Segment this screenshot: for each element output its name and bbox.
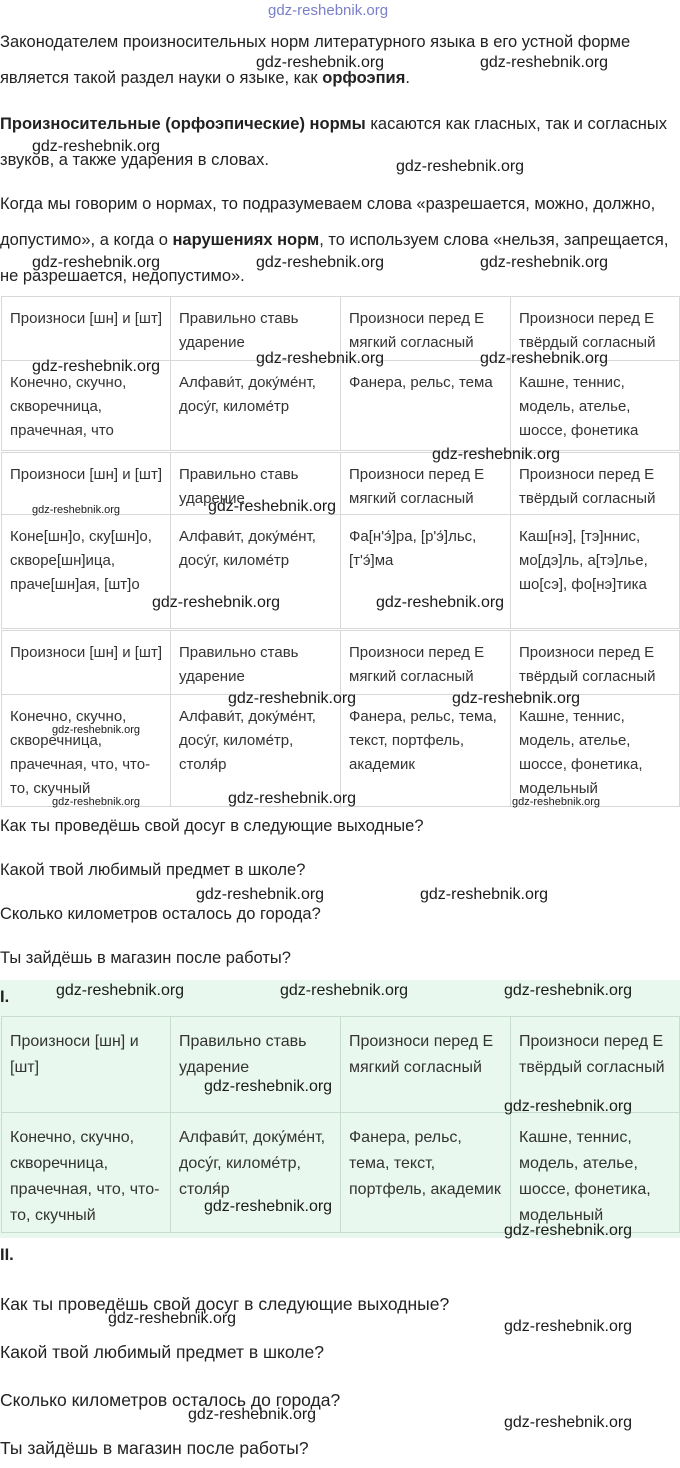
table-cell: Коне[шн]о, ску[шн]о, скворе[шн]ица, праче[шн]ая, [шт]о: [2, 515, 171, 629]
table-header-cell: Произноси [шн] и [шт]: [2, 631, 171, 695]
watermark: gdz-reshebnik.org: [256, 54, 385, 71]
watermark: gdz-reshebnik.org: [504, 1098, 633, 1115]
watermark: gdz-reshebnik.org: [256, 350, 385, 367]
watermark: gdz-reshebnik.org: [228, 790, 357, 807]
question: Как ты проведёшь свой досуг в следующие выходные?: [0, 817, 424, 835]
table-cell: Алфави́т, доку́ме́нт, досу́г, киломе́тр, столя́р: [171, 1113, 341, 1233]
section-label-2: II.: [0, 1246, 14, 1264]
question: Ты зайдёшь в магазин после работы?: [0, 949, 291, 967]
watermark: gdz-reshebnik.org: [480, 350, 609, 367]
table-cell: Фанера, рельс, тема, текст, портфель, академик: [341, 695, 511, 807]
question: Какой твой любимый предмет в школе?: [0, 861, 306, 879]
table-header-cell: Произноси [шн] и [шт]: [2, 453, 171, 515]
watermark: gdz-reshebnik.org: [396, 158, 525, 175]
question: Какой твой любимый предмет в школе?: [0, 1342, 324, 1362]
table-cell: Фанера, рельс, тема: [341, 361, 511, 451]
table-cell: Фанера, рельс, тема, текст, портфель, академик: [341, 1113, 511, 1233]
table-header-cell: Произноси перед Е твёрдый согласный: [511, 1017, 680, 1113]
intro-text: Законодателем произносительных норм литературного языка в его устной форме является такой раздел науки о языке, как: [0, 33, 631, 87]
table-header-cell: Произноси перед Е мягкий согласный: [341, 297, 511, 361]
table-cell: Фа[н'э́]ра, [р'э́]льс, [т'э́]ма: [341, 515, 511, 629]
watermark: gdz-reshebnik.org: [56, 982, 185, 999]
table-header-cell: Произноси перед Е мягкий согласный: [341, 1017, 511, 1113]
watermark: gdz-reshebnik.org: [376, 594, 505, 611]
watermark: gdz-reshebnik.org: [196, 886, 325, 903]
section-label-1: I.: [0, 988, 10, 1006]
watermark: gdz-reshebnik.org: [452, 690, 581, 707]
table-cell: Кашне, теннис, модель, ателье, шоссе, фонетика, модельный: [511, 695, 680, 807]
table-header-cell: Произноси перед Е твёрдый согласный: [511, 453, 680, 515]
intro-bold-term: орфоэпия: [322, 69, 406, 87]
watermark: gdz-reshebnik.org: [204, 1198, 333, 1215]
table-cell: Алфави́т, доку́ме́нт, досу́г, киломе́тр: [171, 515, 341, 629]
table-header-cell: Произноси перед Е твёрдый согласный: [511, 297, 680, 361]
site-header-link[interactable]: gdz-reshebnik.org: [268, 2, 389, 19]
table-header-row: [2, 631, 680, 695]
intro-text: .: [405, 69, 410, 87]
norms-table-3: [1, 630, 680, 807]
table-cell: Кашне, теннис, модель, ателье, шоссе, фонетика: [511, 361, 680, 451]
question: Сколько километров осталось до города?: [0, 1390, 341, 1410]
watermark: gdz-reshebnik.org: [280, 982, 409, 999]
intro-bold-term: нарушениях норм: [172, 231, 320, 249]
table-cell: Конечно, скучно, скворечница, прачечная, что: [2, 361, 171, 451]
watermark: gdz-reshebnik.org: [512, 796, 601, 808]
watermark: gdz-reshebnik.org: [480, 54, 609, 71]
watermark: gdz-reshebnik.org: [504, 1222, 633, 1239]
intro-bold-term: Произносительные (орфоэпические) нормы: [0, 115, 366, 133]
table-cell: Каш[нэ], [тэ]ннис, мо[дэ]ль, а[тэ]лье, шо[сэ], фо[нэ]тика: [511, 515, 680, 629]
watermark: gdz-reshebnik.org: [32, 138, 161, 155]
answer-table: [1, 1016, 680, 1233]
table-header-cell: Правильно ставь ударение: [171, 297, 341, 361]
watermark: gdz-reshebnik.org: [32, 254, 161, 271]
table-cell: Конечно, скучно, скворечница, прачечная, что, что-то, скучный: [2, 1113, 171, 1233]
watermark: gdz-reshebnik.org: [504, 1318, 633, 1335]
table-header-cell: Произноси перед Е мягкий согласный: [341, 631, 511, 695]
question: Ты зайдёшь в магазин после работы?: [0, 1438, 309, 1458]
table-header-cell: Правильно ставь ударение: [171, 1017, 341, 1113]
table-cell: Алфави́т, доку́ме́нт, досу́г, киломе́тр, столя́р: [171, 695, 341, 807]
watermark: gdz-reshebnik.org: [208, 498, 337, 515]
watermark: gdz-reshebnik.org: [52, 796, 141, 808]
table-cell: Кашне, теннис, модель, ателье, шоссе, фонетика, модельный: [511, 1113, 680, 1233]
norms-table-2: [1, 452, 680, 629]
watermark: gdz-reshebnik.org: [204, 1078, 333, 1095]
watermark: gdz-reshebnik.org: [228, 690, 357, 707]
table-row: [2, 515, 680, 629]
watermark: gdz-reshebnik.org: [32, 358, 161, 375]
watermark: gdz-reshebnik.org: [32, 504, 121, 516]
intro-text: касаются как гласных, так и согласных звуков, а также ударения в словах.: [0, 115, 668, 169]
intro-text: Когда мы говорим о нормах, то подразумеваем слова «разрешается, можно, должно, допустимо», а когда о: [0, 195, 656, 249]
table-header-cell: Произноси перед Е мягкий согласный: [341, 453, 511, 515]
watermark: gdz-reshebnik.org: [108, 1310, 237, 1327]
question: Как ты проведёшь свой досуг в следующие выходные?: [0, 1294, 450, 1314]
watermark: gdz-reshebnik.org: [504, 1414, 633, 1431]
intro-text: , то используем слова «нельзя, запрещается, не разрешается, недопустимо».: [0, 231, 669, 285]
intro-paragraph-3: [0, 186, 680, 294]
table-header-cell: Правильно ставь ударение: [171, 631, 341, 695]
table-header-cell: Произноси перед Е твёрдый согласный: [511, 631, 680, 695]
watermark: gdz-reshebnik.org: [52, 724, 141, 736]
table-cell: Конечно, скучно, скворечница, прачечная, что, что-то, скучный: [2, 695, 171, 807]
watermark: gdz-reshebnik.org: [420, 886, 549, 903]
table-cell: Алфави́т, доку́ме́нт, досу́г, киломе́тр: [171, 361, 341, 451]
watermark: gdz-reshebnik.org: [188, 1406, 317, 1423]
table-header-cell: Произноси [шн] и [шт]: [2, 1017, 171, 1113]
watermark: gdz-reshebnik.org: [432, 446, 561, 463]
table-row: [2, 1113, 680, 1233]
table-header-cell: Произноси [шн] и [шт]: [2, 297, 171, 361]
watermark: gdz-reshebnik.org: [152, 594, 281, 611]
watermark: gdz-reshebnik.org: [256, 254, 385, 271]
question: Сколько километров осталось до города?: [0, 905, 321, 923]
table-header-cell: Правильно ставь ударение: [171, 453, 341, 515]
watermark: gdz-reshebnik.org: [504, 982, 633, 999]
watermark: gdz-reshebnik.org: [480, 254, 609, 271]
